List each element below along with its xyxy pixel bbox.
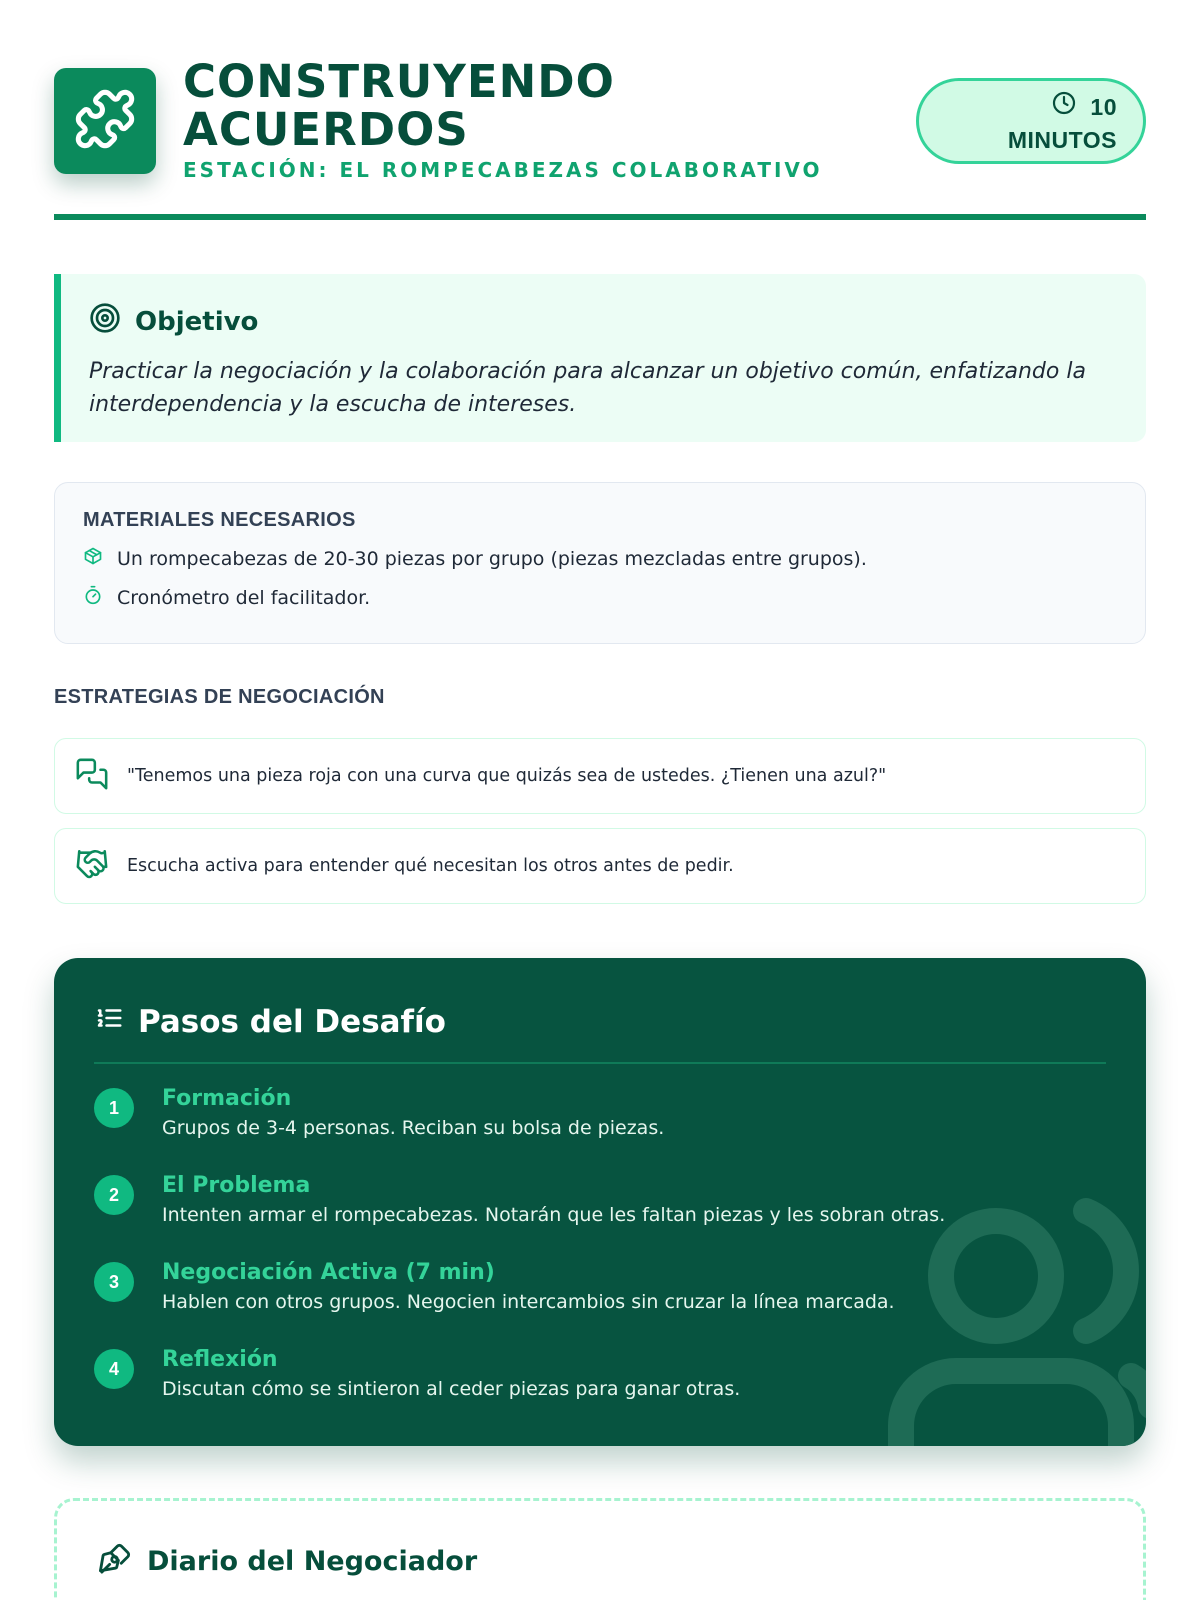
journal-heading: Diario del Negociador bbox=[147, 1546, 478, 1577]
strategy-card bbox=[54, 738, 1146, 814]
step-item bbox=[94, 1345, 1106, 1432]
page-title bbox=[183, 55, 615, 156]
step-item bbox=[94, 1171, 1106, 1258]
step-title: Formación bbox=[162, 1086, 292, 1111]
step-title: Reflexión bbox=[162, 1347, 278, 1372]
objective-card bbox=[54, 274, 1146, 442]
step-number: 4 bbox=[94, 1349, 134, 1389]
time-badge bbox=[916, 78, 1146, 164]
materials-heading: MATERIALES NECESARIOS bbox=[83, 509, 356, 531]
pen-icon bbox=[99, 1541, 133, 1582]
step-description: Discutan cómo se sintieron al ceder piezas para ganar otras. bbox=[162, 1378, 741, 1400]
steps-divider bbox=[94, 1062, 1106, 1064]
journal-card bbox=[54, 1498, 1146, 1600]
page-subtitle: ESTACIÓN: EL ROMPECABEZAS COLABORATIVO bbox=[183, 158, 823, 182]
step-description: Intenten armar el rompecabezas. Notarán que les faltan piezas y les sobran otras. bbox=[162, 1204, 946, 1226]
material-text: Un rompecabezas de 20-30 piezas por grupo (piezas mezcladas entre grupos). bbox=[117, 547, 867, 570]
step-item bbox=[94, 1084, 1106, 1171]
strategy-card bbox=[54, 828, 1146, 904]
step-description: Hablen con otros grupos. Negocien intercambios sin cruzar la línea marcada. bbox=[162, 1291, 895, 1313]
numbered-list-icon bbox=[94, 1003, 124, 1041]
step-description: Grupos de 3-4 personas. Reciban su bolsa de piezas. bbox=[162, 1117, 665, 1139]
steps-heading: Pasos del Desafío bbox=[138, 1004, 446, 1040]
box-icon bbox=[83, 546, 103, 571]
list-item bbox=[83, 546, 1117, 571]
strategy-text: "Tenemos una pieza roja con una curva que quizás sea de ustedes. ¿Tienen una azul?" bbox=[127, 766, 887, 786]
objective-heading: Objetivo bbox=[135, 306, 259, 337]
clock-icon bbox=[1052, 91, 1076, 124]
time-unit: MINUTOS bbox=[1007, 127, 1117, 153]
stopwatch-icon bbox=[83, 585, 103, 610]
steps-panel bbox=[54, 958, 1146, 1446]
step-number: 2 bbox=[94, 1175, 134, 1215]
step-number: 1 bbox=[94, 1088, 134, 1128]
logo bbox=[54, 68, 156, 174]
material-text: Cronómetro del facilitador. bbox=[117, 586, 371, 609]
page-title-line2: ACUERDOS bbox=[183, 103, 469, 156]
time-value: 10 bbox=[1090, 94, 1117, 120]
step-title: El Problema bbox=[162, 1173, 311, 1198]
page-title-line1: CONSTRUYENDO bbox=[183, 55, 615, 108]
header bbox=[54, 55, 1146, 218]
strategy-text: Escucha activa para entender qué necesitan los otros antes de pedir. bbox=[127, 856, 734, 876]
list-item bbox=[83, 585, 1117, 610]
step-title: Negociación Activa (7 min) bbox=[162, 1260, 495, 1285]
chat-bubbles-icon bbox=[75, 757, 109, 796]
target-icon bbox=[89, 302, 121, 341]
header-divider bbox=[54, 214, 1146, 220]
objective-text: Practicar la negociación y la colaboración para alcanzar un objetivo común, enfatizando la interdependencia y la escucha de intereses. bbox=[89, 359, 1086, 417]
step-number: 3 bbox=[94, 1262, 134, 1302]
puzzle-icon bbox=[73, 87, 137, 155]
strategies-heading: ESTRATEGIAS DE NEGOCIACIÓN bbox=[54, 686, 385, 708]
materials-card bbox=[54, 482, 1146, 644]
handshake-icon bbox=[75, 847, 109, 886]
step-item bbox=[94, 1258, 1106, 1345]
